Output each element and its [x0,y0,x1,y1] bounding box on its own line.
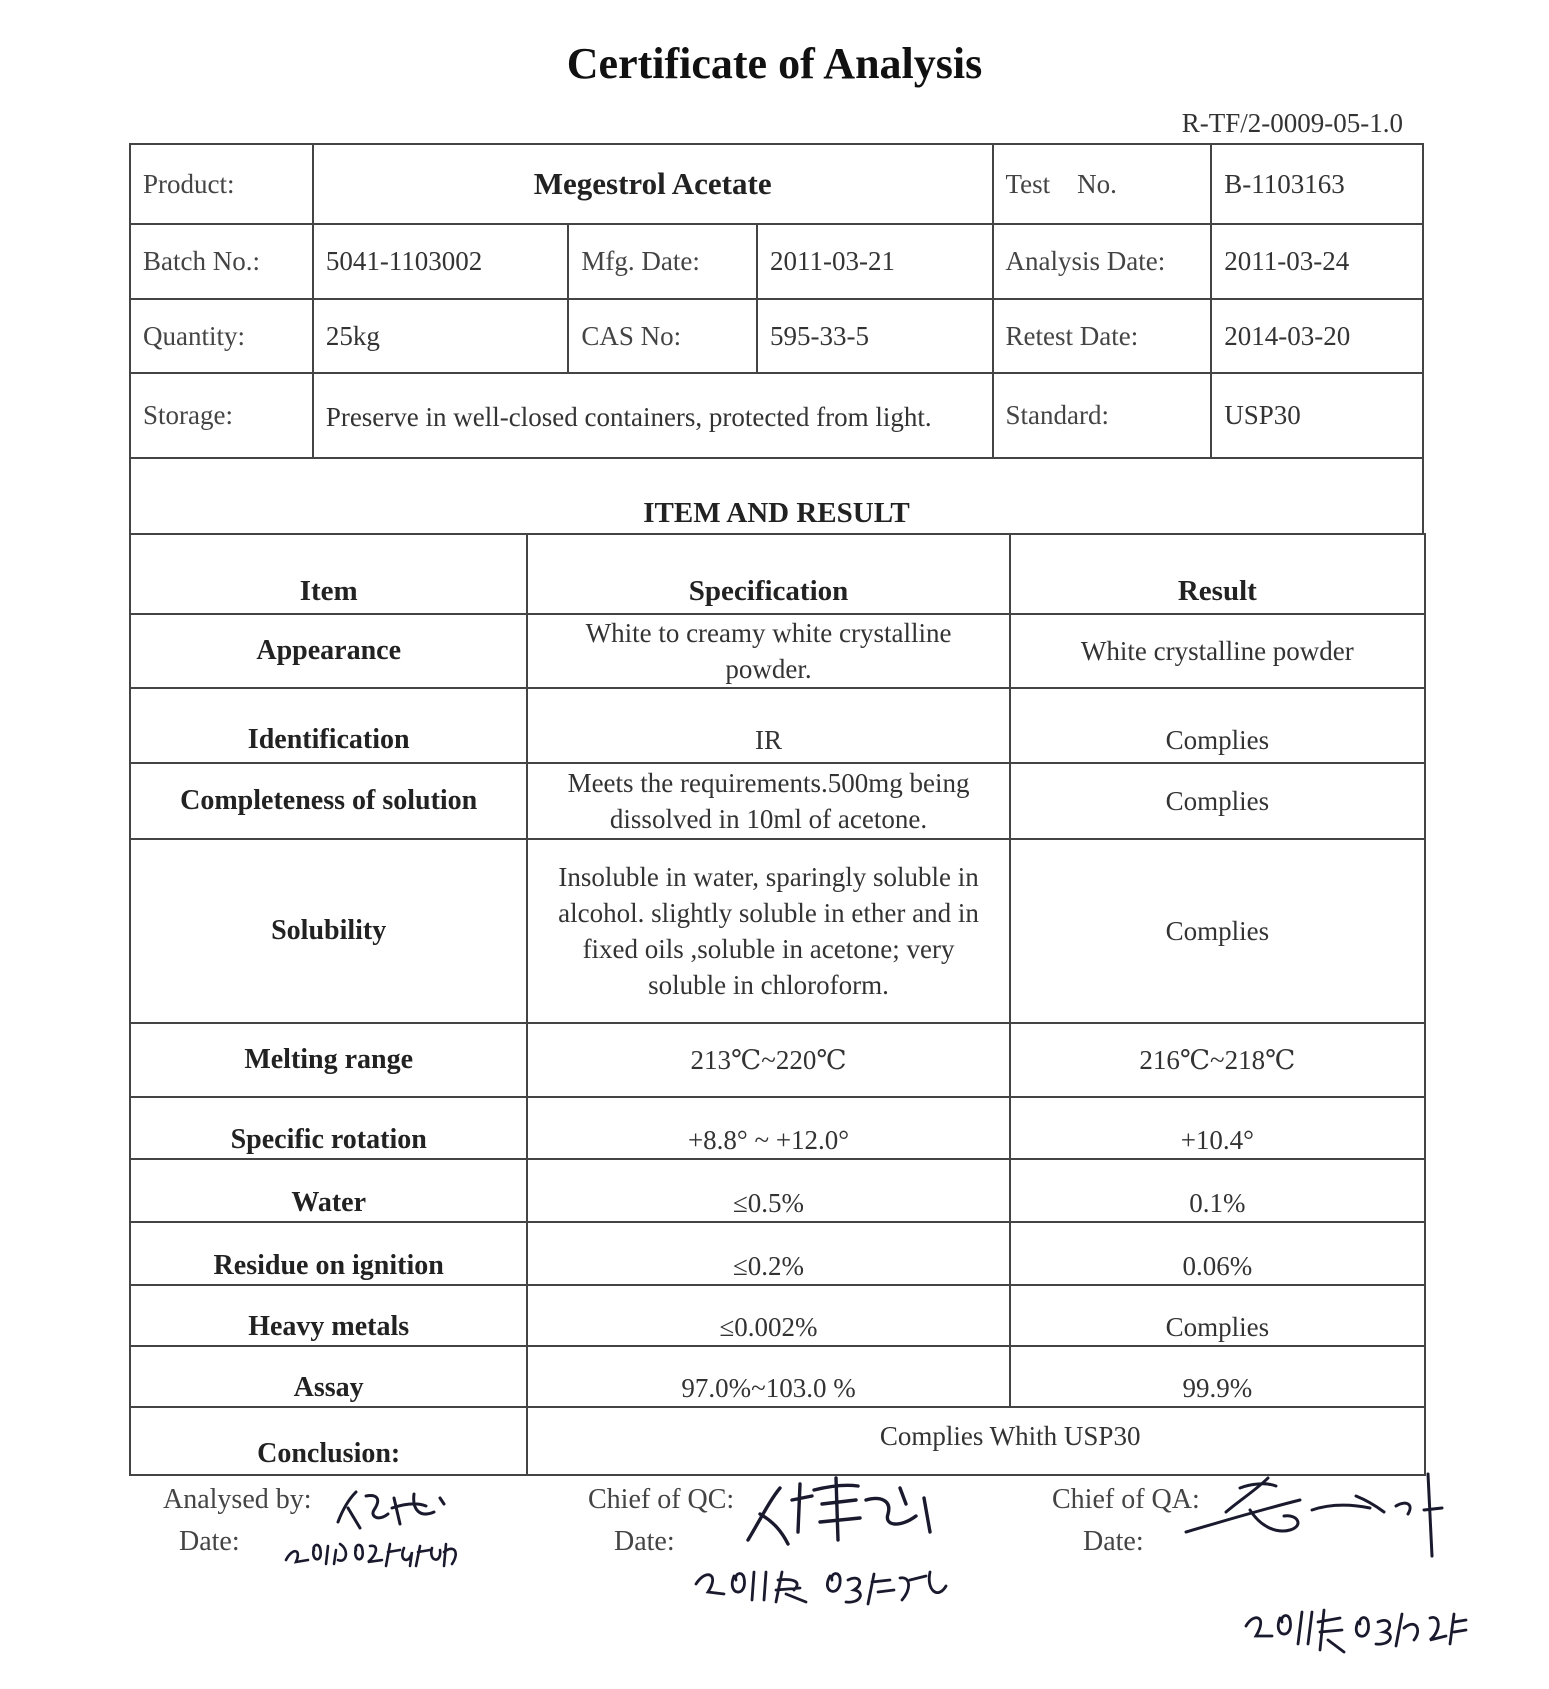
item-cell: Specific rotation [130,1097,527,1159]
document-reference-number: R-TF/2-0009-05-1.0 [1181,108,1403,138]
spec-cell: 213℃~220℃ [527,1023,1009,1097]
product-name: Megestrol Acetate [313,144,993,224]
spec-cell: 97.0%~103.0 % [527,1346,1009,1407]
conclusion-label: Conclusion: [130,1407,527,1475]
table-row [130,1023,1425,1097]
product-info-table [129,143,1424,459]
item-cell: Assay [130,1346,527,1407]
chief-qc-date-signature [690,1560,970,1616]
chief-qa-date-label: Date: [1083,1526,1144,1557]
results-table [129,533,1426,1476]
chief-qc-label: Chief of QC: [588,1484,735,1515]
table-row [130,1097,1425,1159]
chief-qc-signature [740,1470,950,1550]
chief-qa-signature [1180,1470,1450,1560]
spec-cell: ≤0.5% [527,1159,1009,1222]
table-row [130,1159,1425,1222]
test-no-value: B-1103163 [1211,144,1423,224]
item-cell: Water [130,1159,527,1222]
item-cell: Solubility [130,839,527,1023]
table-row [130,1222,1425,1285]
analysed-by-signature [330,1484,480,1534]
item-cell: Residue on ignition [130,1222,527,1285]
result-cell: 99.9% [1010,1346,1425,1407]
table-row [130,1285,1425,1346]
section-title: ITEM AND RESULT [129,457,1424,534]
results-header-row [130,534,1425,614]
item-cell: Melting range [130,1023,527,1097]
batch-no-label: Batch No.: [130,224,313,299]
spec-cell: ≤0.2% [527,1222,1009,1285]
result-cell: Complies [1010,839,1425,1023]
table-row [130,1346,1425,1407]
conclusion-row [130,1407,1425,1475]
result-cell: Complies [1010,688,1425,763]
mfg-date-label: Mfg. Date: [568,224,757,299]
batch-no-value: 5041-1103002 [313,224,569,299]
table-row [130,614,1425,688]
header-result: Result [1010,534,1425,614]
retest-date-value: 2014-03-20 [1211,299,1423,373]
item-cell: Appearance [130,614,527,688]
standard-value: USP30 [1211,373,1423,458]
spec-cell: +8.8° ~ +12.0° [527,1097,1009,1159]
result-cell: Complies [1010,763,1425,839]
item-cell: Identification [130,688,527,763]
storage-label: Storage: [130,373,313,458]
standard-label: Standard: [993,373,1212,458]
analysed-date-label: Date: [179,1526,240,1557]
result-cell: 0.06% [1010,1222,1425,1285]
table-row [130,763,1425,839]
conclusion-value: Complies Whith USP30 [527,1407,1425,1475]
storage-value: Preserve in well-closed containers, protected from light. [313,373,993,458]
result-cell: +10.4° [1010,1097,1425,1159]
retest-date-label: Retest Date: [993,299,1212,373]
result-cell: White crystalline powder [1010,614,1425,688]
result-cell: Complies [1010,1285,1425,1346]
quantity-value: 25kg [313,299,569,373]
analysis-date-label: Analysis Date: [993,224,1212,299]
analysed-date-signature [280,1530,480,1576]
item-cell: Completeness of solution [130,763,527,839]
test-no-label: Test No. [993,144,1212,224]
document-title: Certificate of Analysis [566,39,983,88]
spec-cell: White to creamy white crystalline powder. [527,614,1009,688]
quantity-label: Quantity: [130,299,313,373]
mfg-date-value: 2011-03-21 [757,224,993,299]
header-specification: Specification [527,534,1009,614]
spec-cell: Meets the requirements.500mg being dissolved in 10ml of acetone. [527,763,1009,839]
analysis-date-value: 2011-03-24 [1211,224,1423,299]
product-label: Product: [130,144,313,224]
table-row [130,839,1425,1023]
result-cell: 0.1% [1010,1159,1425,1222]
analysed-by-label: Analysed by: [163,1484,312,1515]
cas-no-value: 595-33-5 [757,299,993,373]
item-cell: Heavy metals [130,1285,527,1346]
cas-no-label: CAS No: [568,299,757,373]
result-cell: 216℃~218℃ [1010,1023,1425,1097]
chief-qc-date-label: Date: [614,1526,675,1557]
spec-cell: ≤0.002% [527,1285,1009,1346]
header-item: Item [130,534,527,614]
table-row [130,688,1425,763]
chief-qa-label: Chief of QA: [1052,1484,1200,1515]
chief-qa-date-signature [1240,1600,1470,1660]
spec-cell: Insoluble in water, sparingly soluble in alcohol. slightly soluble in ether and in fixed oils ,soluble in acetone; very soluble in chloroform. [527,839,1009,1023]
spec-cell: IR [527,688,1009,763]
